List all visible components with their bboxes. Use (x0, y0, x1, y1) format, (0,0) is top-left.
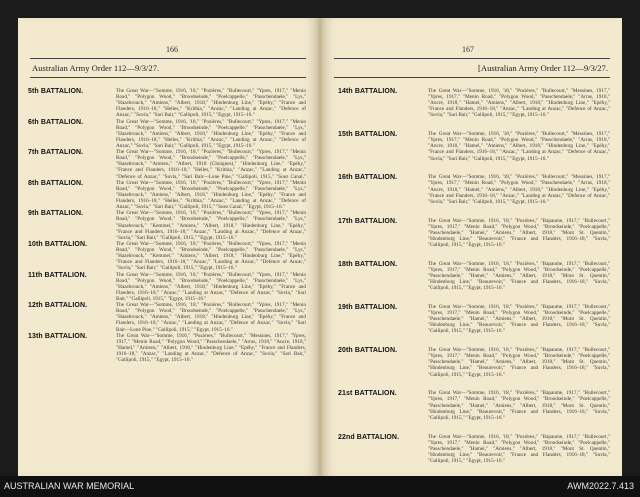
battalion-entry (28, 333, 306, 364)
battalion-entry (28, 210, 306, 241)
battalion-entry (332, 88, 610, 131)
open-document (18, 18, 622, 476)
page-header (30, 58, 306, 78)
battle-honours-text: The Great War—"Somme, 1916, '18," "Pozières," "Bullecourt," "Messines, 1917," "Ypres, 1917," "Menin Road," "Polygon Wood," "Passchendaele," "Arras, 1918," "Ancre, 1918," "Hamel," "Amiens," "Albert, 1918," "Hindenburg Line," "Epéhy," "France and Flanders, 1916–18," "Anzac," "Landing at Anzac," "Defence of Anzac," "Suvla," "Sari Bair," "Gallipoli, 1915," "Egypt, 1915–16." (428, 131, 610, 162)
left-page (18, 18, 318, 476)
page-number: 166 (166, 45, 178, 54)
page-number: 167 (462, 45, 474, 54)
battle-honours-text: The Great War—"Somme, 1916, '18," "Pozières," "Bullecourt," "Messines, 1917," "Ypres, 1917," "Menin Road," "Polygon Wood," "Passchendaele," "Arras, 1918," "Ancre, 1918," "Hamel," "Amiens," "Albert, 1918," "Hindenburg Line," "Epéhy," "France and Flanders, 1916–18," "Anzac," "Landing at Anzac," "Defence of Anzac," "Suvla," "Sari Bair," "Gallipoli, 1915," "Egypt, 1915–16." (428, 174, 610, 205)
battle-honours-text: The Great War—"Somme, 1916, '18," "Pozières," "Bullecourt," "Ypres, 1917," "Menin Road," "Polygon Wood," "Broodseinde," "Poelcappelle," "Passchendaele," "Lys," "Hazebrouck," "Amiens," "Albert, 1918," "Hindenburg Line," "Epéhy," "France and Flanders, 1916–18," "Anzac," "Landing at Anzac," "Defence of Anzac," "Suvla," "Sari Bair—Lone Pine," "Gallipoli, 1915," "Egypt, 1915–16." (116, 302, 306, 333)
battalion-name: 7th BATTALION. (28, 149, 84, 157)
battalion-entry (28, 88, 306, 119)
battalion-entry (332, 131, 610, 174)
battalion-entry (28, 241, 306, 272)
battalion-name: 13th BATTALION. (28, 332, 88, 340)
battalion-name: 8th BATTALION. (28, 179, 84, 187)
battle-honours-text: The Great War—"Somme, 1916, '18," "Pozières," "Bapaume, 1917," "Bullecourt," "Ypres, 1917," "Menin Road," "Polygon Wood," "Broodseinde," "Poelcappelle," "Passchendaele," "Hamel," "Amiens," "Albert, 1918," "Mont St. Quentin," "Hindenburg Line," "Beaurevoir," "France and Flanders, 1916–18," "Suvla," "Gallipoli, 1915," "Egypt, 1915–16." (428, 303, 610, 335)
battalion-entry (28, 119, 306, 150)
battalion-entry (332, 261, 610, 304)
battle-honours-text: The Great War—"Somme, 1916," "Pozières," "Bullecourt," "Messines, 1917," "Ypres, 1917," "Menin Road," "Polygon Wood," "Passchendaele," "Arras, 1918," "Ancre, 1918," "Hamel," "Amiens," "Albert, 1918," "Hindenburg Line," "Epéhy," "France and Flanders, 1916–18," "Anzac," "Landing at Anzac," "Defence of Anzac," "Suvla," "Sari Bair," "Gallipoli, 1915," "Egypt, 1915–16." (116, 332, 306, 363)
battalion-list (28, 88, 306, 363)
battle-honours-text: The Great War—"Somme, 1916, '18," "Pozières," "Bullecourt," "Ypres, 1917," "Menin Road," "Polygon Wood," "Broodseinde," "Poelcappelle," "Passchendaele," "Lys," "Hazebrouck," "Amiens," "Albert, 1918," "Hindenburg Line," "Epéhy," "France and Flanders, 1916–18," "Anzac," "Landing at Anzac," "Defence of Anzac," "Suvla," "Sari Bair," "Gallipoli, 1915," "Egypt, 1915–16." (116, 271, 306, 302)
battle-honours-text: The Great War—"Somme, 1916, '18," "Pozières," "Bullecourt," "Ypres, 1917," "Menin Road," "Polygon Wood," "Broodseinde," "Poelcappelle," "Passchendaele," "Lys," "Hazebrouck," "Kemmel," "Amiens," "Albert, 1918," "Hindenburg Line," "Epéhy," "France and Flanders, 1916–18," "Anzac," "Landing at Anzac," "Defence of Anzac," "Suvla," "Sari Bair," "Gallipoli, 1915," "Egypt, 1915–16." (116, 240, 306, 271)
battalion-entry (332, 347, 610, 390)
battalion-entry (332, 218, 610, 261)
right-page (322, 18, 622, 476)
page-header (334, 58, 610, 78)
battalion-name: 14th BATTALION. (338, 88, 398, 95)
battle-honours-text: The Great War—"Somme, 1916, '18," "Pozières," "Bullecourt," "Ypres, 1917," "Menin Road," "Polygon Wood," "Broodseinde," "Poelcappelle," "Passchendaele," "Lys," "Hazebrouck," "Amiens," "Albert, 1918 (Chuignes)," "Hindenburg Line," "Epéhy," "France and Flanders, 1916–18," "Helles," "Krithia," "Anzac," "Landing at Anzac," "Defence of Anzac," "Suvla," "Sari Bair—Lone Pine," "Gallipoli, 1915," "Suez Canal," (116, 149, 306, 180)
battle-honours-text: The Great War—"Somme, 1916, '18," "Pozières," "Bapaume, 1917," "Bullecourt," "Ypres, 1917," "Menin Road," "Polygon Wood," "Broodseinde," "Poelcappelle," "Passchendaele," "Hamel," "Amiens," "Albert, 1918," "Mont St. Quentin," "Hindenburg Line," "Beaurevoir," "France and Flanders, 1916–18," "Suvla," "Gallipoli, 1915," "Egypt, 1915–16." (428, 390, 610, 421)
battle-honours-text: The Great War—"Somme, 1916, '18," "Pozières," "Bapaume, 1917," "Bullecourt," "Ypres, 1917," "Menin Road," "Polygon Wood," "Broodseinde," "Poelcappelle," "Passchendaele," "Hamel," "Amiens," "Albert, 1918," "Mont St. Quentin," "Hindenburg Line," "Beaurevoir," "France and Flanders, 1916–18," "Suvla," "Gallipoli, 1915," "Egypt, 1915–16." (428, 433, 610, 464)
battalion-name: 5th BATTALION. (28, 88, 84, 95)
battalion-entry (332, 174, 610, 217)
battalion-name: 11th BATTALION. (28, 271, 87, 279)
battalion-name: 20th BATTALION. (338, 347, 398, 355)
header-text: Australian Army Order 112—9/3/27. (32, 63, 160, 73)
battle-honours-text: The Great War—"Somme, 1916, '18," "Pozières," "Bullecourt," "Ypres, 1917," "Menin Road," "Polygon Wood," "Broodseinde," "Poelcappelle," "Passchendaele," "Lys," "Hazebrouck," "Amiens," "Albert, 1918," "Hindenburg Line," "Epéhy," "France and Flanders, 1916–18," "Helles," "Krithia," "Anzac," "Landing at Anzac," "Defence of Anzac," "Suvla," "Sari Bair," "Gallipoli, 1915," "Suez Canal," "Egypt, 1915–16." (116, 179, 306, 210)
battalion-entry (332, 390, 610, 433)
battalion-name: 9th BATTALION. (28, 210, 84, 218)
battalion-entry (28, 180, 306, 211)
battalion-name: 12th BATTALION. (28, 302, 88, 310)
battalion-name: 19th BATTALION. (338, 303, 398, 311)
header-text: [Australian Army Order 112—9/3/27. (478, 63, 608, 73)
battalion-name: 16th BATTALION. (338, 174, 398, 182)
battalion-name: 10th BATTALION. (28, 240, 88, 248)
battalion-entry (28, 302, 306, 333)
battalion-name: 22nd BATTALION. (338, 433, 400, 441)
battle-honours-text: The Great War—"Somme, 1916, '18," "Pozières," "Bullecourt," "Messines, 1917," "Ypres, 1917," "Menin Road," "Polygon Wood," "Passchendaele," "Arras, 1918," "Ancre, 1918," "Hamel," "Amiens," "Albert, 1918," "Hindenburg Line," "Epéhy," "France and Flanders, 1916–18," "Anzac," "Landing at Anzac," "Defence of Anzac," "Suvla," "Sari Bair," "Gallipoli, 1915," "Egypt, 1915–16." (428, 88, 610, 119)
battalion-list (332, 88, 610, 476)
battalion-name: 17th BATTALION. (338, 217, 398, 225)
catalogue-number: AWM2022.7.413 (567, 481, 634, 491)
battalion-name: 6th BATTALION. (28, 118, 84, 126)
battalion-entry (28, 272, 306, 303)
battle-honours-text: The Great War—"Somme, 1916, '18," "Pozières," "Bullecourt," "Ypres, 1917," "Menin Road," "Polygon Wood," "Broodseinde," "Poelcappelle," "Passchendaele," "Lys," "Hazebrouck," "Kemmel," "Amiens," "Albert, 1918," "Hindenburg Line," "Epéhy," "France and Flanders, 1916–18," "Anzac," "Landing at Anzac," "Defence of Anzac," "Suvla," "Sari Bair," "Gallipoli, 1915," "Egypt, 1915–16." (116, 210, 306, 241)
battle-honours-text: The Great War—"Somme, 1916, '18," "Pozières," "Bapaume, 1917," "Bullecourt," "Ypres, 1917," "Menin Road," "Polygon Wood," "Broodseinde," "Poelcappelle," "Passchendaele," "Hamel," "Amiens," "Albert, 1918," "Mont St. Quentin," "Hindenburg Line," "Beaurevoir," "France and Flanders, 1916–18," "Suvla," "Gallipoli, 1915," "Egypt, 1915–16." (428, 260, 610, 292)
battle-honours-text: The Great War—"Somme, 1916, '18," "Pozières," "Bapaume, 1917," "Bullecourt," "Ypres, 1917," "Menin Road," "Polygon Wood," "Broodseinde," "Poelcappelle," "Passchendaele," "Hamel," "Amiens," "Albert, 1918," "Mont St. Quentin," "Hindenburg Line," "Beaurevoir," "France and Flanders, 1916–18," "Suvla," "Gallipoli, 1915," "Egypt, 1915–16." (428, 347, 610, 378)
archive-footer (0, 476, 640, 497)
institution-label: AUSTRALIAN WAR MEMORIAL (4, 481, 135, 491)
battalion-entry (332, 304, 610, 347)
battle-honours-text: The Great War—"Somme, 1916, '18," "Pozières," "Bapaume, 1917," "Bullecourt," "Ypres, 1917," "Menin Road," "Polygon Wood," "Broodseinde," "Poelcappelle," "Passchendaele," "Hamel," "Amiens," "Albert, 1918," "Mont St. Quentin," "Hindenburg Line," "Beaurevoir," "France and Flanders, 1916–18," "Suvla," "Gallipoli, 1915," "Egypt, 1915–16." (428, 217, 610, 248)
battalion-name: 21st BATTALION. (338, 390, 397, 398)
battle-honours-text: The Great War—"Somme, 1916, '18," "Pozières," "Bullecourt," "Ypres, 1917," "Menin Road," "Polygon Wood," "Broodseinde," "Poelcappelle," "Passchendaele," "Lys," "Hazebrouck," "Amiens," "Albert, 1918," "Hindenburg Line," "Epéhy," "France and Flanders, 1916–18," "Helles," "Krithia," "Anzac," "Landing at Anzac," "Defence of Anzac," "Suvla," "Sari Bair," "Gallipoli, 1915," "Egypt, 1915–16." (116, 88, 306, 118)
battalion-name: 15th BATTALION. (338, 131, 398, 139)
battalion-name: 18th BATTALION. (338, 260, 398, 268)
battalion-entry (332, 434, 610, 477)
battalion-entry (28, 149, 306, 180)
battle-honours-text: The Great War—"Somme, 1916, '18," "Pozières," "Bullecourt," "Ypres, 1917," "Menin Road," "Polygon Wood," "Broodseinde," "Poelcappelle," "Passchendaele," "Lys," "Hazebrouck," "Amiens," "Albert, 1918," "Hindenburg Line," "Epéhy," "France and Flanders, 1916–18," "Helles," "Krithia," "Anzac," "Landing at Anzac," "Defence of Anzac," "Suvla," "Sari Bair," "Gallipoli, 1915," "Egypt, 1915–16." (116, 118, 306, 149)
